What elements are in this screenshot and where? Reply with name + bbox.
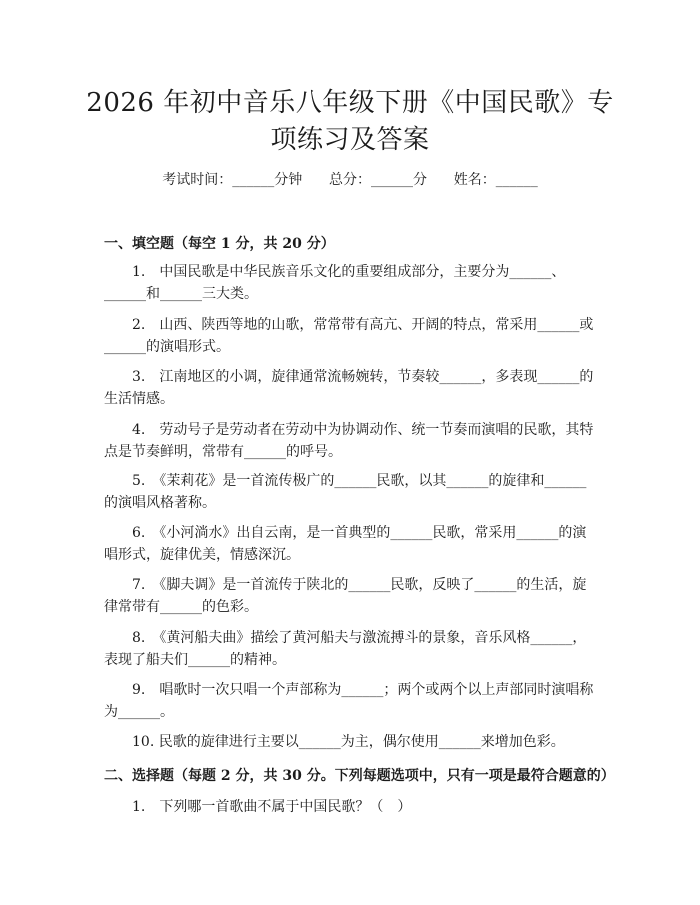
section-heading-fill-blank: 一、填空题（每空 1 分，共 20 分） (104, 236, 335, 252)
question-item: 2. 山西、陕西等地的山歌，常常带有高亢、开阔的特点，常采用______或______的演唱形式。 (104, 317, 594, 355)
question-item: 8. 《黄河船夫曲》描绘了黄河船夫与激流搏斗的景象，音乐风格______，表现了船夫们______的精神。 (104, 630, 587, 668)
question-item: 10. 民歌的旋律进行主要以______为主，偶尔使用______来增加色彩。 (132, 734, 565, 750)
question-item: 6. 《小河淌水》出自云南，是一首典型的______民歌，常采用______的演唱形式，旋律优美，情感深沉。 (104, 525, 587, 563)
question-item: 1. 中国民歌是中华民族音乐文化的重要组成部分，主要分为______、______和______三大类。 (104, 264, 566, 302)
page-title-line-1: 2026 年初中音乐八年级下册《中国民歌》专 (86, 88, 614, 118)
question-item: 7. 《脚夫调》是一首流传于陕北的______民歌，反映了______的生活，旋律常带有______的色彩。 (104, 577, 587, 615)
question-item: 1. 下列哪一首歌曲不属于中国民歌？（ ） (132, 799, 412, 815)
question-item: 5. 《茉莉花》是一首流传极广的______民歌，以其______的旋律和______的演唱风格著称。 (104, 473, 587, 511)
section-heading-choice: 二、选择题（每题 2 分，共 30 分。下列每题选项中，只有一项是最符合题意的） (104, 768, 615, 784)
page-title-line-2: 项练习及答案 (270, 125, 430, 155)
question-item: 4. 劳动号子是劳动者在劳动中为协调动作、统一节奏而演唱的民歌，其特点是节奏鲜明，常带有______的呼号。 (104, 422, 594, 460)
question-item: 9. 唱歌时一次只唱一个声部称为______；两个或两个以上声部同时演唱称为______。 (104, 682, 594, 720)
question-item: 3. 江南地区的小调，旋律通常流畅婉转，节奏较______，多表现______的生活情感。 (104, 369, 594, 407)
exam-info-line: 考试时间：______分钟 总分：______分 姓名：______ (162, 172, 538, 188)
